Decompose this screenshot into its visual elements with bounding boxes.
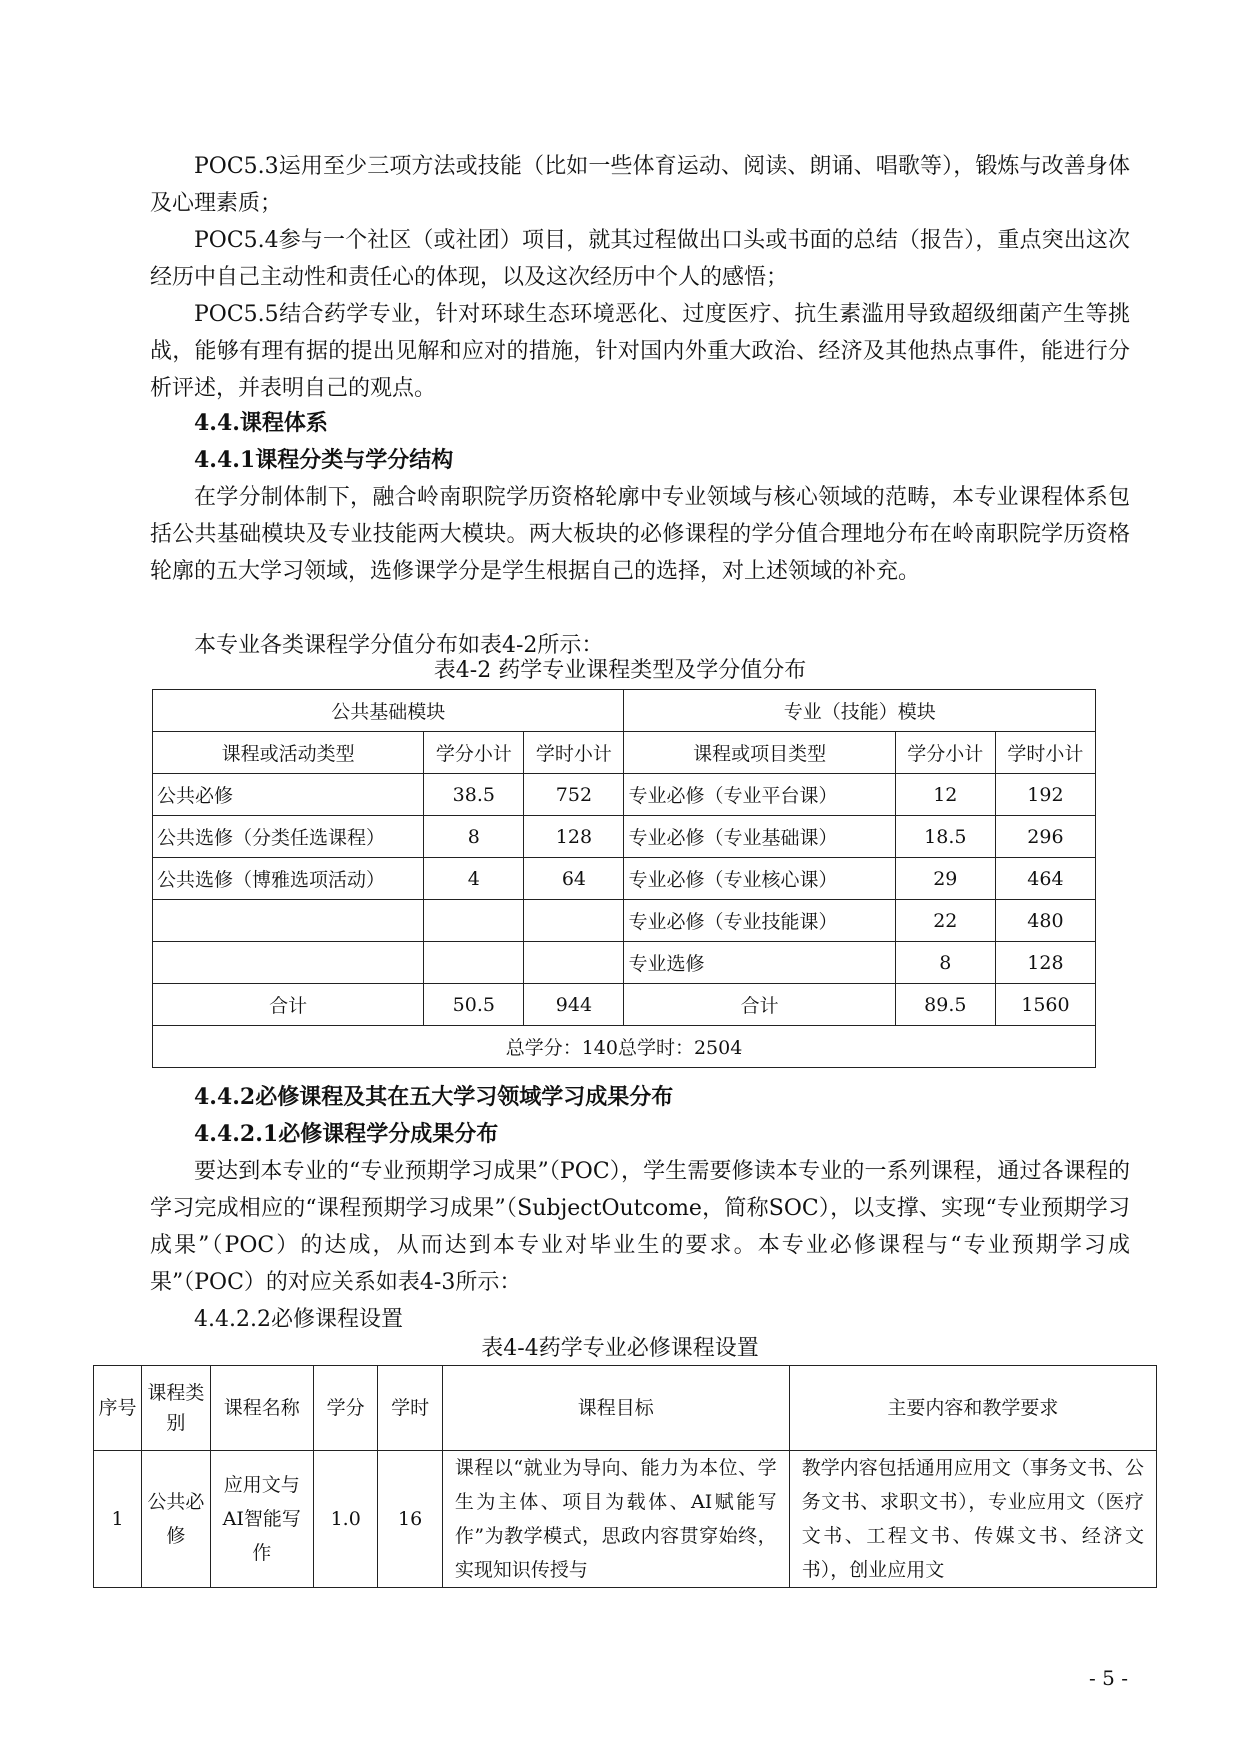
table-row bbox=[153, 900, 1096, 942]
major-total-credits: 89.5 bbox=[895, 984, 995, 1026]
table-row bbox=[153, 858, 1096, 900]
cell-major-hours: 480 bbox=[995, 900, 1095, 942]
cell-major-credits: 8 bbox=[895, 942, 995, 984]
cell-major-type: 专业选修 bbox=[624, 942, 895, 984]
cell-public-credits bbox=[424, 942, 524, 984]
cell-major-type: 专业必修（专业基础课） bbox=[624, 816, 895, 858]
cell-public-hours: 128 bbox=[524, 816, 624, 858]
col-header-name: 课程名称 bbox=[210, 1366, 313, 1451]
table-row bbox=[153, 774, 1096, 816]
cell-major-type: 专业必修（专业平台课） bbox=[624, 774, 895, 816]
public-total-hours: 944 bbox=[524, 984, 624, 1026]
cell-public-type bbox=[153, 900, 424, 942]
col-header-content: 主要内容和教学要求 bbox=[789, 1366, 1156, 1451]
cell-major-hours: 464 bbox=[995, 858, 1095, 900]
public-total-credits: 50.5 bbox=[424, 984, 524, 1026]
cell-major-credits: 22 bbox=[895, 900, 995, 942]
cell-major-credits: 29 bbox=[895, 858, 995, 900]
paragraph-poc5-5: POC5.5结合药学专业，针对环球生态环境恶化、过度医疗、抗生素滥用导致超级细菌产生等挑战，能够有理有据的提出见解和应对的措施，针对国内外重大政治、经济及其他热点事件，能进行分析评述，并表明自己的观点。 bbox=[150, 302, 1130, 401]
required-course-table bbox=[93, 1365, 1157, 1588]
cell-content: 教学内容包括通用应用文（事务文书、公务文书、求职文书），专业应用文（医疗文书、工程文书、传媒文书、经济文书），创业应用文 bbox=[789, 1451, 1156, 1588]
cell-major-hours: 128 bbox=[995, 942, 1095, 984]
cell-public-type: 公共必修 bbox=[153, 774, 424, 816]
grand-total-row bbox=[153, 1026, 1096, 1068]
col-header-hours: 学时 bbox=[378, 1366, 442, 1451]
paragraph-4-4-2-2: 4.4.2.2必修课程设置 bbox=[194, 1307, 403, 1332]
heading-4-4: 4.4.课程体系 bbox=[194, 410, 328, 436]
table-row bbox=[153, 942, 1096, 984]
table-row bbox=[153, 816, 1096, 858]
group-header-major: 专业（技能）模块 bbox=[624, 690, 1096, 732]
cell-public-hours: 752 bbox=[524, 774, 624, 816]
cell-major-hours: 192 bbox=[995, 774, 1095, 816]
cell-public-hours: 64 bbox=[524, 858, 624, 900]
heading-4-4-1: 4.4.1课程分类与学分结构 bbox=[194, 447, 454, 473]
paragraph-table-intro: 本专业各类课程学分值分布如表4-2所示： bbox=[194, 633, 604, 658]
col-header-major-credits: 学分小计 bbox=[895, 732, 995, 774]
col-header-public-credits: 学分小计 bbox=[424, 732, 524, 774]
col-header-major-type: 课程或项目类型 bbox=[624, 732, 895, 774]
cell-public-type: 公共选修（分类任选课程） bbox=[153, 816, 424, 858]
cell-hours: 16 bbox=[378, 1451, 442, 1588]
cell-public-type: 公共选修（博雅选项活动） bbox=[153, 858, 424, 900]
cell-major-type: 专业必修（专业技能课） bbox=[624, 900, 895, 942]
col-header-major-hours: 学时小计 bbox=[995, 732, 1095, 774]
cell-major-hours: 296 bbox=[995, 816, 1095, 858]
cell-public-hours bbox=[524, 942, 624, 984]
cell-public-credits: 8 bbox=[424, 816, 524, 858]
cell-category: 公共必修 bbox=[142, 1451, 211, 1588]
cell-credits: 1.0 bbox=[313, 1451, 377, 1588]
cell-public-credits: 4 bbox=[424, 858, 524, 900]
credit-distribution-table bbox=[152, 689, 1096, 1068]
page-number: - 5 - bbox=[1089, 1666, 1128, 1690]
cell-public-credits: 38.5 bbox=[424, 774, 524, 816]
heading-4-4-2: 4.4.2必修课程及其在五大学习领域学习成果分布 bbox=[194, 1084, 674, 1110]
heading-4-4-2-1: 4.4.2.1必修课程学分成果分布 bbox=[194, 1121, 499, 1147]
cell-objective: 课程以“就业为导向、能力为本位、学生为主体、项目为载体、AI赋能写作”为教学模式，思政内容贯穿始终，实现知识传授与 bbox=[442, 1451, 789, 1588]
paragraph-curriculum-intro: 在学分制体制下，融合岭南职院学历资格轮廓中专业领域与核心领域的范畴，本专业课程体系包括公共基础模块及专业技能两大模块。两大板块的必修课程的学分值合理地分布在岭南职院学历资格轮廓的五大学习领域，选修课学分是学生根据自己的选择，对上述领域的补充。 bbox=[150, 485, 1130, 584]
major-total-hours: 1560 bbox=[995, 984, 1095, 1026]
col-header-category: 课程类别 bbox=[142, 1366, 211, 1451]
table-4-4-caption: 表4-4药学专业必修课程设置 bbox=[481, 1336, 759, 1361]
total-row bbox=[153, 984, 1096, 1026]
col-header-public-hours: 学时小计 bbox=[524, 732, 624, 774]
col-header-objective: 课程目标 bbox=[442, 1366, 789, 1451]
public-total-label: 合计 bbox=[153, 984, 424, 1026]
group-header-public: 公共基础模块 bbox=[153, 690, 624, 732]
cell-major-credits: 18.5 bbox=[895, 816, 995, 858]
cell-major-type: 专业必修（专业核心课） bbox=[624, 858, 895, 900]
col-header-no: 序号 bbox=[94, 1366, 142, 1451]
table-row bbox=[94, 1451, 1157, 1588]
paragraph-soc-intro: 要达到本专业的“专业预期学习成果”（POC），学生需要修读本专业的一系列课程，通过各课程的学习完成相应的“课程预期学习成果”（SubjectOutcome，简称SOC），以支撑、实现“专业预期学习成果”（POC）的达成，从而达到本专业对毕业生的要求。本专业必修课程与“专业预期学习成果”（POC）的对应关系如表4-3所示： bbox=[150, 1159, 1130, 1295]
cell-public-hours bbox=[524, 900, 624, 942]
paragraph-poc5-4: POC5.4参与一个社区（或社团）项目，就其过程做出口头或书面的总结（报告），重点突出这次经历中自己主动性和责任心的体现，以及这次经历中个人的感悟； bbox=[150, 228, 1130, 290]
cell-major-credits: 12 bbox=[895, 774, 995, 816]
col-header-credits: 学分 bbox=[313, 1366, 377, 1451]
cell-name: 应用文与AI智能写作 bbox=[210, 1451, 313, 1588]
table-4-2-caption: 表4-2 药学专业课程类型及学分值分布 bbox=[433, 658, 807, 683]
cell-public-credits bbox=[424, 900, 524, 942]
cell-no: 1 bbox=[94, 1451, 142, 1588]
grand-total: 总学分：140总学时：2504 bbox=[153, 1026, 1096, 1068]
cell-public-type bbox=[153, 942, 424, 984]
paragraph-poc5-3: POC5.3运用至少三项方法或技能（比如一些体育运动、阅读、朗诵、唱歌等），锻炼与改善身体及心理素质； bbox=[150, 154, 1130, 216]
col-header-public-type: 课程或活动类型 bbox=[153, 732, 424, 774]
major-total-label: 合计 bbox=[624, 984, 895, 1026]
